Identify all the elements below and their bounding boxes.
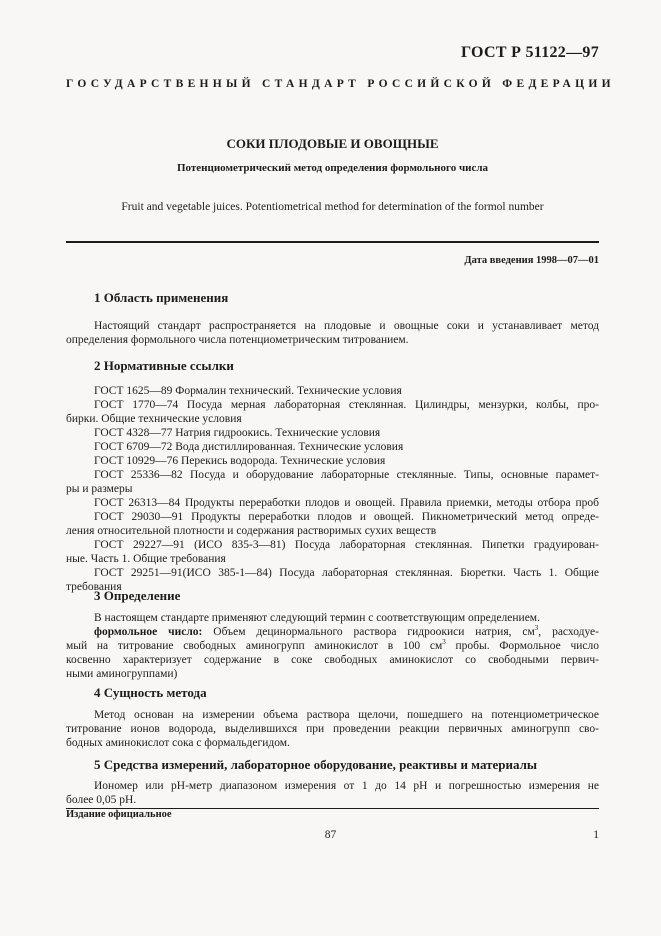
definition-line [66, 625, 599, 639]
definition-line: косвенно характеризует содержание в соке свободных аминокислот со свободными первич- [66, 654, 599, 666]
reference-line: бирки. Общие технические условия [66, 413, 242, 425]
definition-line: ными аминогруппами) [66, 668, 178, 680]
section-3-heading: 3 Определение [94, 588, 181, 603]
header-divider [66, 241, 599, 243]
introduction-date: Дата введения 1998—07—01 [464, 255, 599, 266]
section-1-text [66, 319, 599, 347]
document-title: СОКИ ПЛОДОВЫЕ И ОВОЩНЫЕ [226, 136, 439, 151]
reference-line: ры и размеры [66, 483, 133, 495]
reference-line: ГОСТ 10929—76 Перекись водорода. Технические условия [94, 455, 386, 467]
reference-line: ления относительной плотности и содержания растворимых сухих веществ [66, 525, 437, 537]
superscript: 3 [534, 624, 539, 633]
section-4-heading: 4 Сущность метода [94, 685, 207, 700]
state-standard-heading: ГОСУДАРСТВЕННЫЙ СТАНДАРТ РОССИЙСКОЙ ФЕДЕРАЦИИ [66, 78, 615, 90]
document-number: ГОСТ Р 51122—97 [460, 44, 599, 61]
section-4-line: бодных аминокислот сока с формальдегидом. [66, 737, 290, 749]
reference-line: ГОСТ 1770—74 Посуда мерная лабораторная стеклянная. Цилиндры, мензурки, колбы, про- [94, 399, 599, 411]
section-5-heading: 5 Средства измерений, лабораторное оборудование, реактивы и материалы [94, 757, 538, 772]
sheet-number: 1 [593, 829, 599, 841]
section-1-line: определения формольного числа потенциометрическим титрованием. [66, 334, 409, 346]
english-title: Fruit and vegetable juices. Potentiometrical method for determination of the formol number [121, 201, 544, 213]
section-5-text [66, 779, 599, 807]
reference-line: ГОСТ 29227—91 (ИСО 835-3—81) Посуда лабораторная стеклянная. Пипетки градуирован- [94, 539, 599, 551]
superscript: 3 [442, 638, 446, 647]
section-3-text [66, 611, 599, 681]
section-5-line: более 0,05 pH. [66, 794, 137, 806]
reference-line: ГОСТ 4328—77 Натрия гидроокись. Технические условия [94, 427, 381, 439]
reference-line: ГОСТ 6709—72 Вода дистиллированная. Технические условия [94, 441, 404, 453]
defined-term: формольное число: [94, 626, 203, 638]
page-number: 87 [324, 829, 337, 841]
section-5-line: Иономер или pH-метр диапазоном измерения от 1 до 14 pH и погрешностью измерения не [94, 780, 599, 792]
document-subtitle: Потенциометрический метод определения формольного числа [176, 162, 489, 174]
definition-text: мый на титрование свободных аминогрупп аминокислот в 100 см [66, 640, 443, 652]
reference-line: ГОСТ 29030—91 Продукты переработки плодов и овощей. Пикнометрический метод опреде- [94, 511, 599, 523]
reference-line: ГОСТ 29251—91(ИСО 385-1—84) Посуда лабораторная стеклянная. Бюретки. Часть 1. Общие [94, 567, 599, 579]
reference-line: ные. Часть 1. Общие требования [66, 553, 226, 565]
definition-text: Объем децинормального раствора гидроокиси натрия, см [202, 626, 535, 638]
reference-line: ГОСТ 1625—89 Формалин технический. Технические условия [94, 385, 402, 397]
definition-text: , расходуе- [538, 626, 599, 638]
reference-line: ГОСТ 25336—82 Посуда и оборудование лабораторные стеклянные. Типы, основные парамет- [94, 469, 599, 481]
section-4-text [66, 708, 599, 750]
normative-references-list [66, 384, 599, 594]
official-edition-label: Издание официальное [66, 809, 172, 820]
section-4-line: титрование ионов водорода, выделившихся при проведении реакции первичных аминогрупп сво- [66, 723, 599, 735]
section-1-heading: 1 Область применения [94, 290, 229, 305]
section-3-line: В настоящем стандарте применяют следующий термин с соответствующим определением. [94, 612, 540, 624]
reference-line: требования [66, 581, 122, 593]
definition-text: пробы. Формольное число [445, 640, 599, 652]
section-1-line: Настоящий стандарт распространяется на плодовые и овощные соки и устанавливает метод [94, 320, 599, 332]
definition-line [66, 639, 599, 653]
section-4-line: Метод основан на измерении объема раствора щелочи, пошедшего на потенциометрическое [94, 709, 599, 721]
section-2-heading: 2 Нормативные ссылки [94, 358, 234, 373]
reference-line: ГОСТ 26313—84 Продукты переработки плодов и овощей. Правила приемки, методы отбора проб [94, 497, 599, 509]
